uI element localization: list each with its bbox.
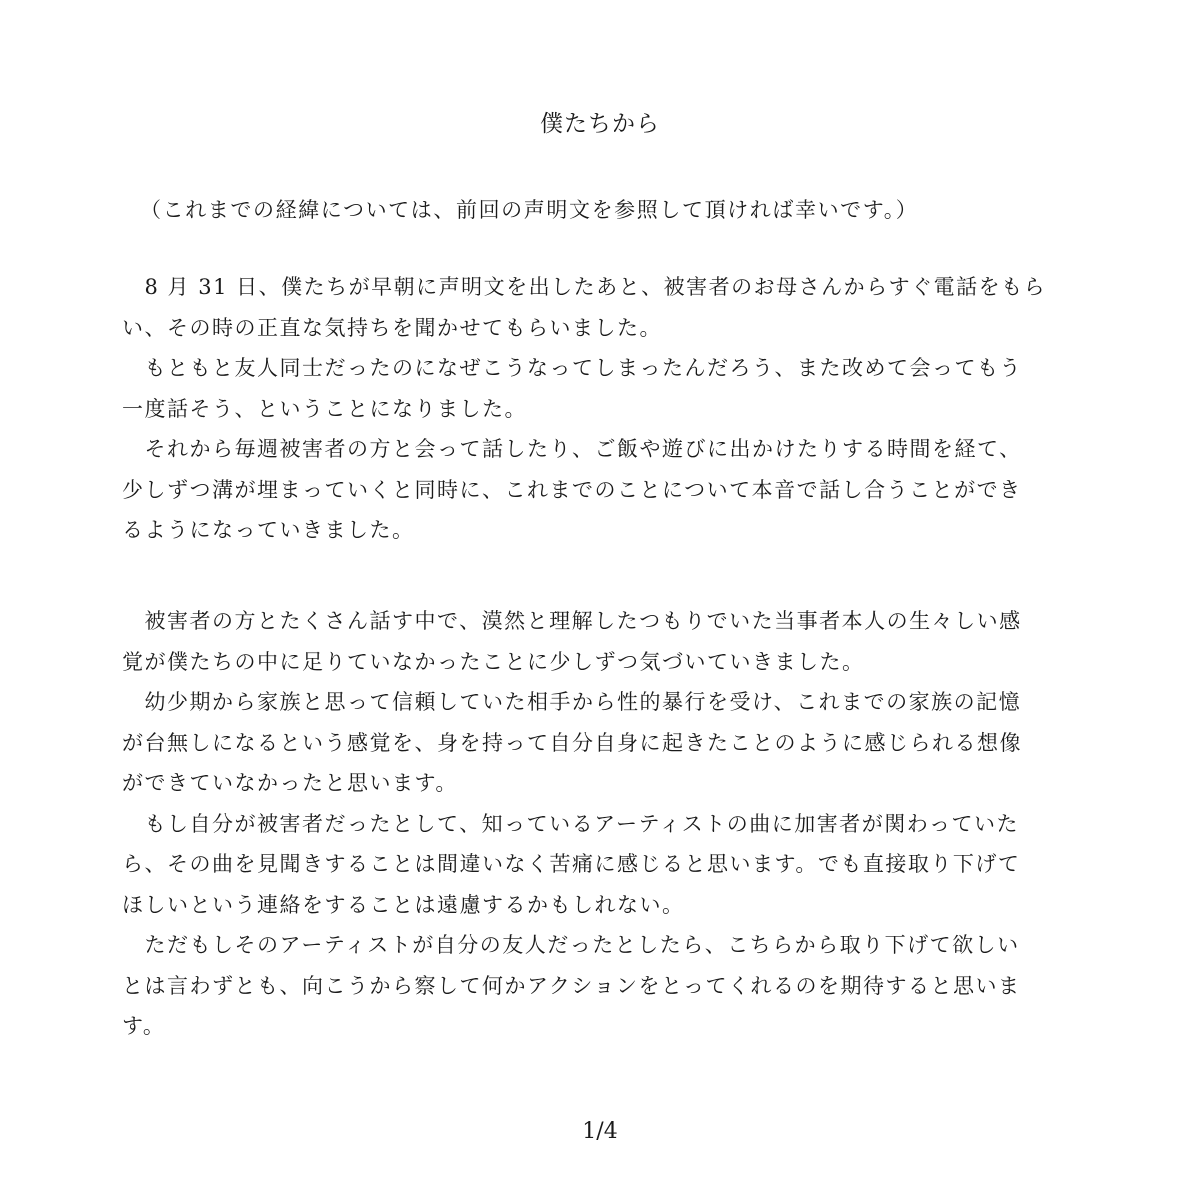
text-line: が台無しになるという感覚を、身を持って自分自身に起きたことのように感じられる想像 (122, 730, 1022, 755)
text-line: とは言わずとも、向こうから察して何かアクションをとってくれるのを期待すると思いま (122, 973, 1021, 998)
page-title: 僕たちから (540, 111, 660, 137)
text-line: ら、その曲を見聞きすることは間違いなく苦痛に感じると思います。でも直接取り下げて (122, 852, 1021, 876)
text-line: 8 月 31 日、僕たちが早朝に声明文を出したあと、被害者のお母さんからすぐ電話をもら (122, 275, 1047, 299)
text-line: す。 (122, 1014, 166, 1038)
text-line: い、その時の正直な気持ちを聞かせてもらいました。 (122, 315, 662, 340)
text-line: 覚が僕たちの中に足りていなかったことに少しずつ気づいていきました。 (122, 649, 865, 674)
text-line: もし自分が被害者だったとして、知っているアーティストの曲に加害者が関わっていた (122, 811, 1020, 836)
text-line: 被害者の方とたくさん話す中で、漠然と理解したつもりでいた当事者本人の生々しい感 (122, 609, 1022, 633)
page-number: 1/4 (582, 1119, 618, 1144)
text-line: 一度話そう、ということになりました。 (122, 396, 527, 421)
text-line: それから毎週被害者の方と会って話したり、ご飯や遊びに出かけたりする時間を経て、 (122, 437, 1022, 461)
text-line: 幼少期から家族と思って信頼していた相手から性的暴行を受け、これまでの家族の記憶 (122, 690, 1022, 714)
paragraph-block-1 (122, 267, 1082, 551)
text-line: もともと友人同士だったのになぜこうなってしまったんだろう、また改めて会ってもう (122, 356, 1022, 380)
text-line: ただもしそのアーティストが自分の友人だったとしたら、こちらから取り下げて欲しい (122, 933, 1020, 957)
intro-note: （これまでの経緯については、前回の声明文を参照して頂ければ幸いです。） (140, 198, 919, 222)
text-line: るようになっていきました。 (122, 518, 415, 542)
text-line: 少しずつ溝が埋まっていくと同時に、これまでのことについて本音で話し合うことができ (122, 477, 1022, 502)
text-line: ができていなかったと思います。 (122, 771, 458, 795)
paragraph-block-2 (122, 601, 1082, 1047)
text-line: ほしいという連絡をすることは遠慮するかもしれない。 (122, 892, 685, 917)
